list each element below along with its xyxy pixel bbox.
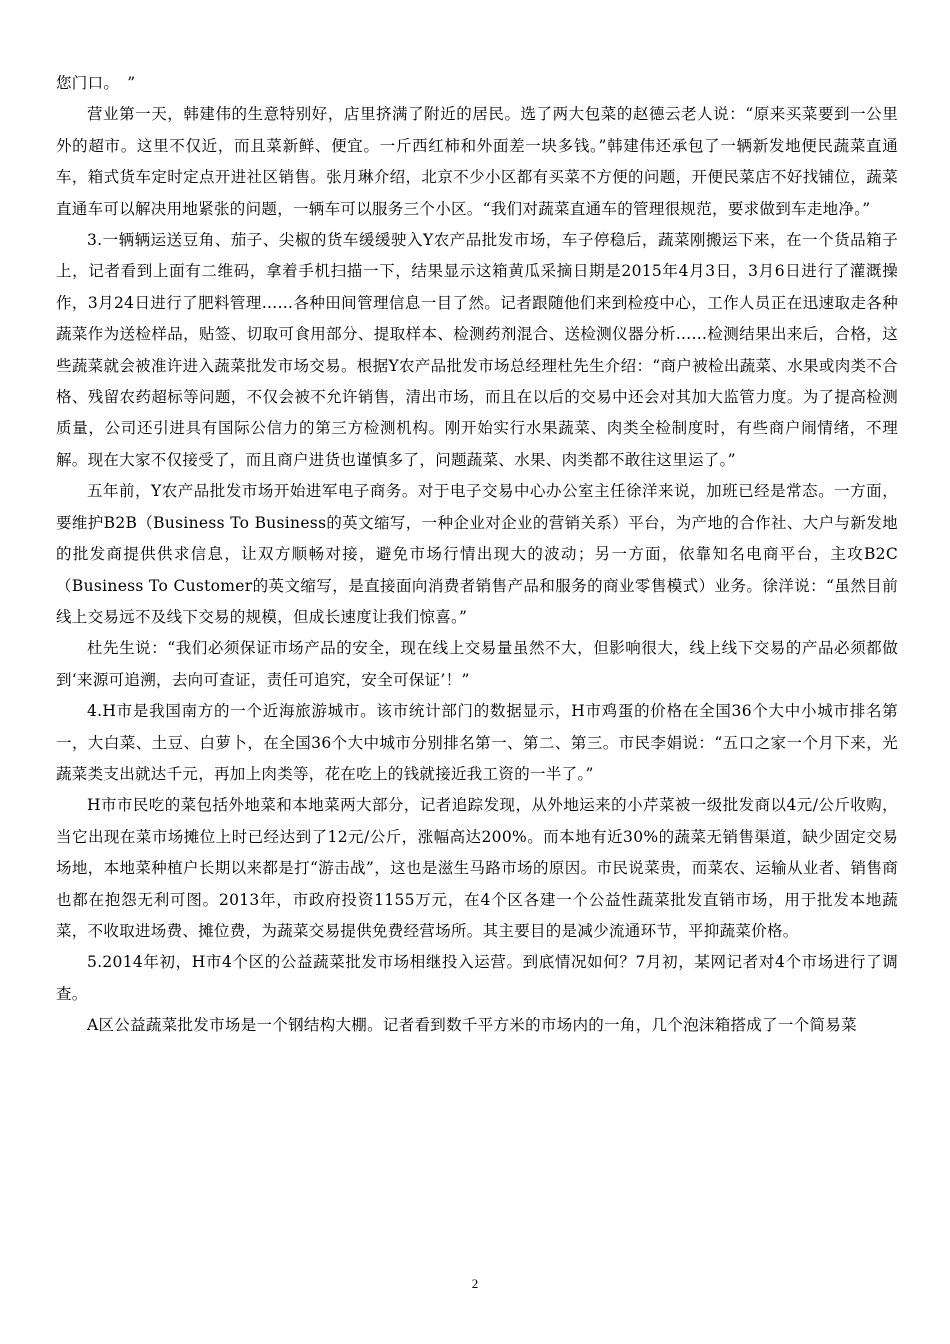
page-number: 2 [471,1276,479,1291]
paragraph-7: 5.2014年初，H市4个区的公益蔬菜批发市场相继投入运营。到底情况如何？7月初，某网记者对4个市场进行了调查。 [56,953,898,1003]
paragraph-0: 您门口。 ” [56,74,136,92]
body-text [56,68,898,1042]
paragraph-2: 3.一辆辆运送豆角、茄子、尖椒的货车缓缓驶入Y农产品批发市场，车子停稳后，蔬菜刚搬运下来，在一个货品箱子上，记者看到上面有二维码，拿着手机扫描一下，结果显示这箱黄瓜采摘日期是2015年4月3日，3月6日进行了灌溉操作，3月24日进行了肥料管理……各种田间管理信息一目了然。记者跟随他们来到检疫中心，工作人员正在迅速取走各种蔬菜作为送检样品，贴签、切取可食用部分、提取样本、检测药剂混合、送检测仪器分析……检测结果出来后，合格，这些蔬菜就会被准许进入蔬菜批发市场交易。根据Y农产品批发市场总经理杜先生介绍：“商户被检出蔬菜、水果或肉类不合格、残留农药超标等问题，不仅会被不允许销售，清出市场，而且在以后的交易中还会对其加大监管力度。为了提高检测质量，公司还引进具有国际公信力的第三方检测机构。刚开始实行水果蔬菜、肉类全检制度时，有些商户闹情绪，不理解。现在大家不仅接受了，而且商户进货也谨慎多了，问题蔬菜、水果、肉类都不敢往这里运了。” [56,231,898,469]
paragraph-1: 营业第一天，韩建伟的生意特别好，店里挤满了附近的居民。选了两大包菜的赵德云老人说：“原来买菜要到一公里外的超市。这里不仅近，而且菜新鲜、便宜。一斤西红柿和外面差一块多钱。”韩建伟还承包了一辆新发地便民蔬菜直通车，箱式货车定时定点开进社区销售。张月琳介绍，北京不少小区都有买菜不方便的问题，开便民菜店不好找铺位，蔬菜直通车可以解决用地紧张的问题，一辆车可以服务三个小区。“我们对蔬菜直通车的管理很规范，要求做到车走地净。” [56,105,898,218]
paragraph-3: 五年前，Y农产品批发市场开始进军电子商务。对于电子交易中心办公室主任徐洋来说，加班已经是常态。一方面，要维护B2B（Business To Business的英文缩写，一种企业对企业的营销关系）平台，为产地的合作社、大户与新发地的批发商提供供求信息，让双方顺畅对接，避免市场行情出现大的波动；另一方面，依靠知名电商平台，主攻B2C（Business To Customer的英文缩写，是直接面向消费者销售产品和服务的商业零售模式）业务。徐洋说：“虽然目前线上交易远不及线下交易的规模，但成长速度让我们惊喜。” [56,482,898,626]
paragraph-6: H市市民吃的菜包括外地菜和本地菜两大部分，记者追踪发现，从外地运来的小芹菜被一级批发商以4元/公斤收购，当它出现在菜市场摊位上时已经达到了12元/公斤，涨幅高达200%。而本地有近30%的蔬菜无销售渠道，缺少固定交易场地，本地菜种植户长期以来都是打“游击战”，这也是滋生马路市场的原因。市民说菜贵，而菜农、运输从业者、销售商也都在抱怨无利可图。2013年，市政府投资1155万元，在4个区各建一个公益性蔬菜批发直销市场，用于批发本地蔬菜，不收取进场费、摊位费，为蔬菜交易提供免费经营场所。其主要目的是减少流通环节，平抑蔬菜价格。 [56,796,898,940]
paragraph-5: 4.H市是我国南方的一个近海旅游城市。该市统计部门的数据显示，H市鸡蛋的价格在全国36个大中小城市排名第一，大白菜、土豆、白萝卜，在全国36个大中城市分别排名第一、第二、第三。市民李娟说：“五口之家一个月下来，光蔬菜类支出就达千元，再加上肉类等，花在吃上的钱就接近我工资的一半了。” [56,702,898,783]
paragraph-8: A区公益蔬菜批发市场是一个钢结构大棚。记者看到数千平方米的市场内的一角，几个泡沫箱搭成了一个简易菜 [87,1016,857,1035]
paragraph-4: 杜先生说：“我们必须保证市场产品的安全，现在线上交易量虽然不大，但影响很大，线上线下交易的产品必须都做到‘来源可追溯，去向可查证，责任可追究，安全可保证’！” [56,639,898,689]
